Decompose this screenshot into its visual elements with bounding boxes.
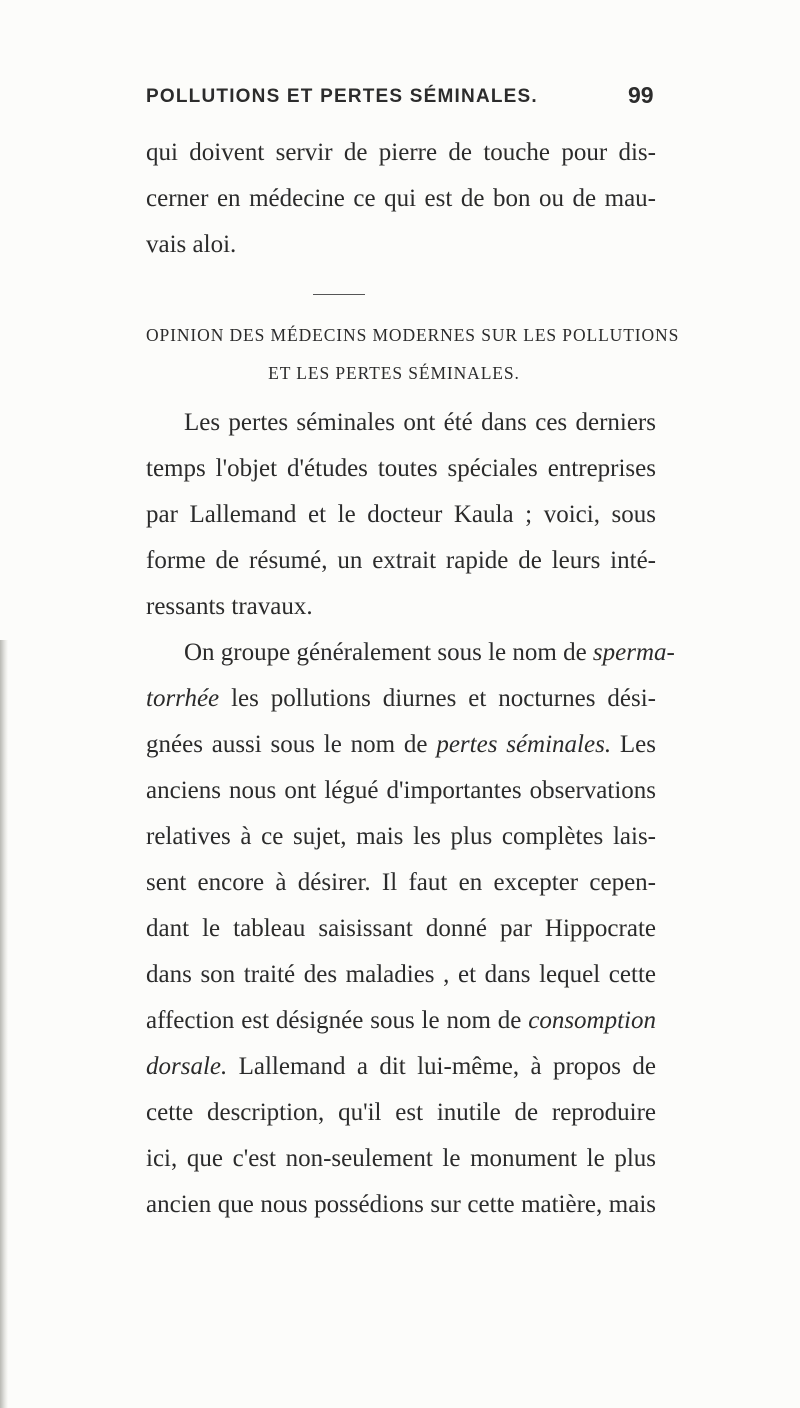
text-line: [146, 1044, 656, 1090]
text-run: Les: [611, 731, 656, 758]
text-line: par Lallemand et le docteur Kaula ; voici, sous: [146, 501, 656, 528]
text-line: ici, que c'est non-seulement le monument le plus: [146, 1145, 656, 1172]
intro-paragraph: [146, 130, 656, 268]
text-line: forme de résumé, un extrait rapide de leurs inté-: [146, 547, 656, 574]
text-line: Les pertes séminales ont été dans ces derniers: [184, 409, 656, 436]
text-line: dans son traité des maladies , et dans lequel cette: [146, 961, 656, 988]
body-text: [146, 400, 675, 1228]
text-line: cette description, qu'il est inutile de reproduire: [146, 1099, 656, 1126]
text-line: [146, 630, 675, 676]
text-line: temps l'objet d'études toutes spéciales entreprises: [146, 455, 656, 482]
heading-line: OPINION DES MÉDECINS MODERNES SUR LES POLLUTIONS: [146, 325, 680, 345]
running-head: [0, 82, 800, 116]
text-line: ressants travaux.: [146, 593, 313, 620]
text-line: qui doivent servir de pierre de touche pour dis-: [146, 139, 656, 166]
italic-term: consomption: [528, 1007, 656, 1034]
italic-term: pertes séminales.: [436, 731, 612, 758]
binding-shadow: [0, 640, 8, 1408]
italic-term: dorsale.: [146, 1053, 228, 1080]
section-heading: [146, 316, 680, 392]
italic-term: sperma-: [592, 639, 675, 666]
text-run: affection est désignée sous le nom de: [146, 1007, 529, 1034]
running-title: POLLUTIONS ET PERTES SÉMINALES.: [146, 86, 538, 107]
italic-term: torrhée: [146, 685, 220, 712]
text-line: [146, 676, 656, 722]
text-line: [146, 722, 656, 768]
text-run: On groupe généralement sous le nom de: [184, 639, 593, 666]
text-line: anciens nous ont légué d'importantes observations: [146, 777, 656, 804]
text-run: gnées aussi sous le nom de: [146, 731, 437, 758]
text-run: les pollutions diurnes et nocturnes dési-: [219, 685, 656, 712]
text-line: vais aloi.: [146, 231, 237, 258]
text-line: relatives à ce sujet, mais les plus complètes lais-: [146, 823, 656, 850]
section-divider: [313, 294, 365, 295]
text-run: Lallemand a dit lui-même, à propos de: [227, 1053, 656, 1080]
text-line: dant le tableau saisissant donné par Hippocrate: [146, 915, 656, 942]
page-number: 99: [628, 82, 654, 108]
text-line: [146, 998, 656, 1044]
text-line: sent encore à désirer. Il faut en excepter cepen-: [146, 869, 656, 896]
heading-line: ET LES PERTES SÉMINALES.: [268, 363, 520, 383]
text-line: ancien que nous possédions sur cette matière, mais: [146, 1191, 656, 1218]
text-line: cerner en médecine ce qui est de bon ou de mau-: [146, 185, 656, 212]
